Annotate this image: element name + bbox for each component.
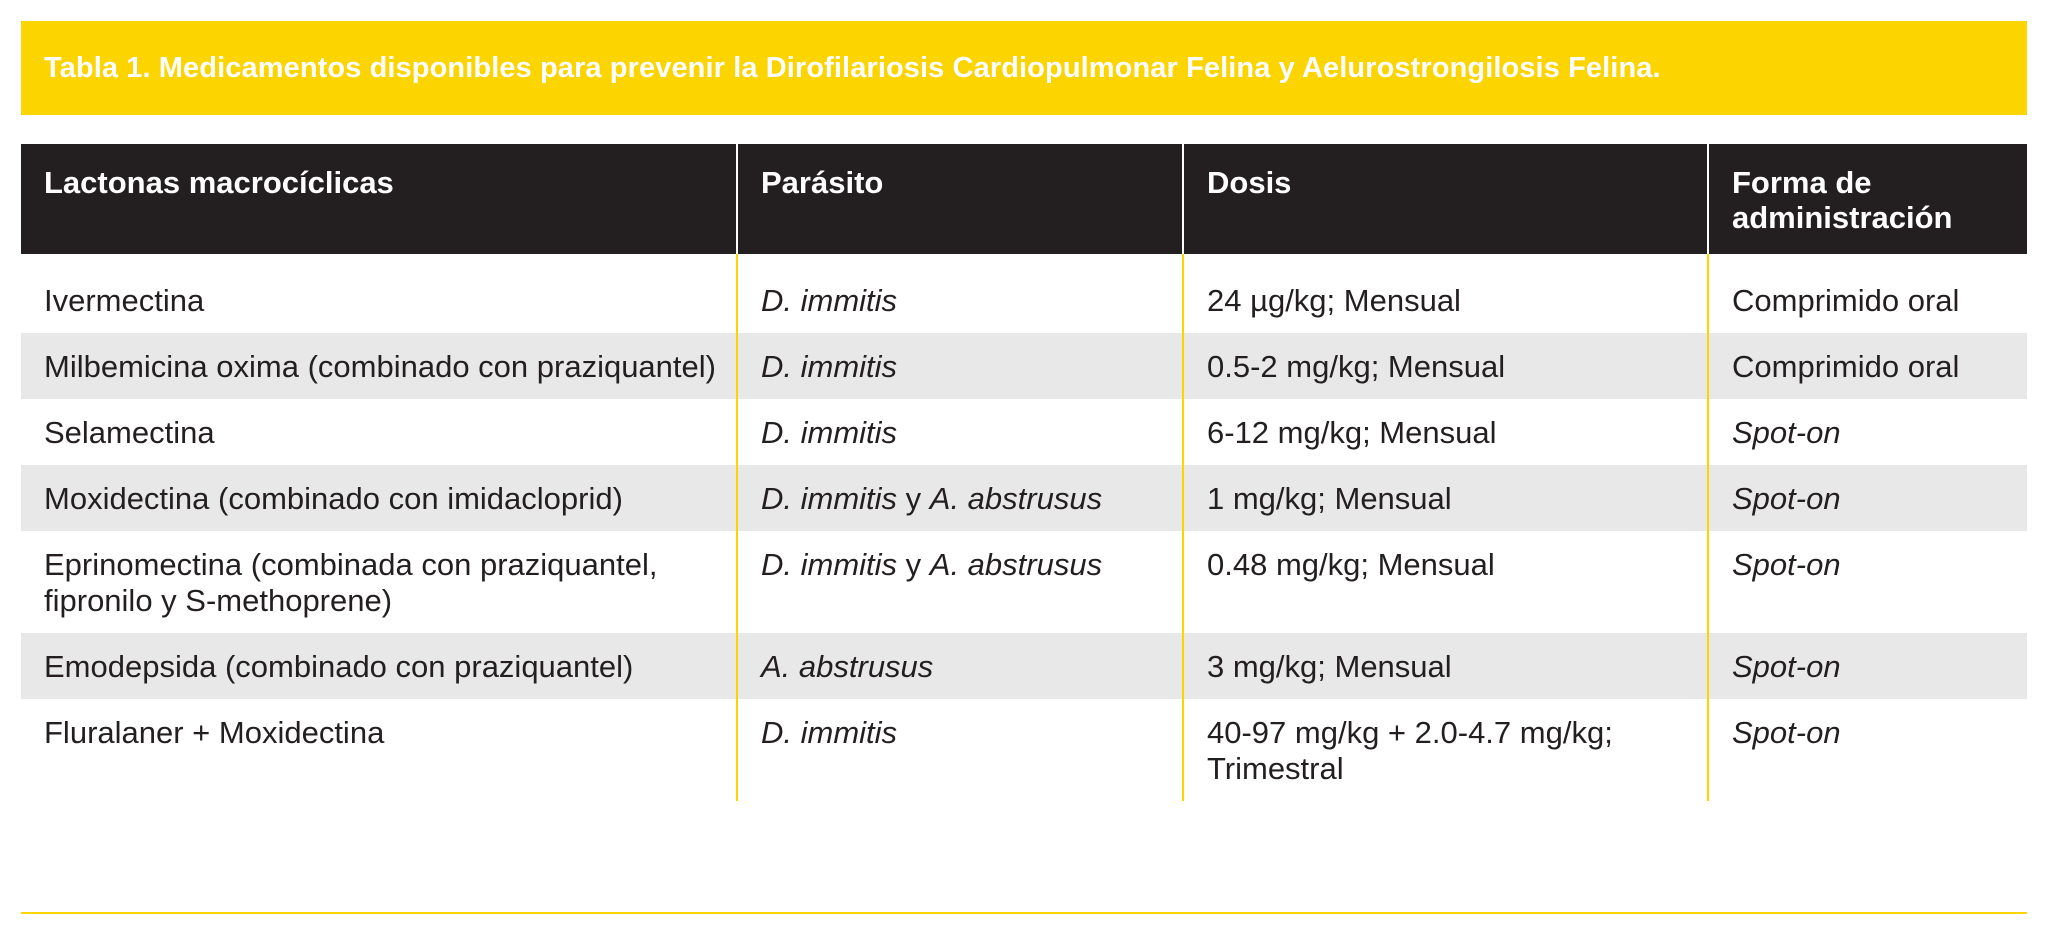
table-spacer-row [21, 254, 2027, 267]
dose-cell: 1 mg/kg; Mensual [1183, 465, 1708, 531]
drug-cell: Selamectina [21, 399, 737, 465]
drug-cell: Fluralaner + Moxidectina [21, 699, 737, 801]
administration-cell: Comprimido oral [1708, 267, 2027, 333]
table-row [21, 531, 2027, 633]
table-row [21, 465, 2027, 531]
parasite-cell: D. immitis [737, 399, 1183, 465]
administration-cell: Spot-on [1708, 465, 2027, 531]
administration-cell: Spot-on [1708, 633, 2027, 699]
bottom-divider [21, 912, 2027, 914]
header-parasito: Parásito [737, 144, 1183, 254]
table-row [21, 399, 2027, 465]
parasite-cell: A. abstrusus [737, 633, 1183, 699]
drug-cell: Milbemicina oxima (combinado con praziquantel) [21, 333, 737, 399]
drug-cell: Moxidectina (combinado con imidacloprid) [21, 465, 737, 531]
drug-cell: Eprinomectina (combinada con praziquantel, fipronilo y S-methoprene) [21, 531, 737, 633]
administration-cell: Spot-on [1708, 531, 2027, 633]
table-title-banner [21, 21, 2027, 115]
medication-table [21, 144, 2027, 801]
dose-cell: 6-12 mg/kg; Mensual [1183, 399, 1708, 465]
dose-cell: 40-97 mg/kg + 2.0-4.7 mg/kg; Trimestral [1183, 699, 1708, 801]
dose-cell: 0.5-2 mg/kg; Mensual [1183, 333, 1708, 399]
administration-cell: Comprimido oral [1708, 333, 2027, 399]
parasite-cell: D. immitis y A. abstrusus [737, 465, 1183, 531]
table-title: Tabla 1. Medicamentos disponibles para prevenir la Dirofilariosis Cardiopulmonar Felina y Aelurostrongilosis Felina. [44, 51, 1661, 84]
header-lactonas: Lactonas macrocíclicas [21, 144, 737, 254]
table-row [21, 699, 2027, 801]
administration-cell: Spot-on [1708, 699, 2027, 801]
dose-cell: 0.48 mg/kg; Mensual [1183, 531, 1708, 633]
header-dosis: Dosis [1183, 144, 1708, 254]
dose-cell: 3 mg/kg; Mensual [1183, 633, 1708, 699]
table-row [21, 633, 2027, 699]
table-row [21, 333, 2027, 399]
table-row [21, 267, 2027, 333]
table-header-row [21, 144, 2027, 254]
drug-cell: Ivermectina [21, 267, 737, 333]
medication-table-container [21, 144, 2027, 801]
parasite-cell: D. immitis y A. abstrusus [737, 531, 1183, 633]
drug-cell: Emodepsida (combinado con praziquantel) [21, 633, 737, 699]
parasite-cell: D. immitis [737, 267, 1183, 333]
parasite-cell: D. immitis [737, 333, 1183, 399]
parasite-cell: D. immitis [737, 699, 1183, 801]
header-forma-administracion: Forma de administración [1708, 144, 2027, 254]
dose-cell: 24 µg/kg; Mensual [1183, 267, 1708, 333]
administration-cell: Spot-on [1708, 399, 2027, 465]
